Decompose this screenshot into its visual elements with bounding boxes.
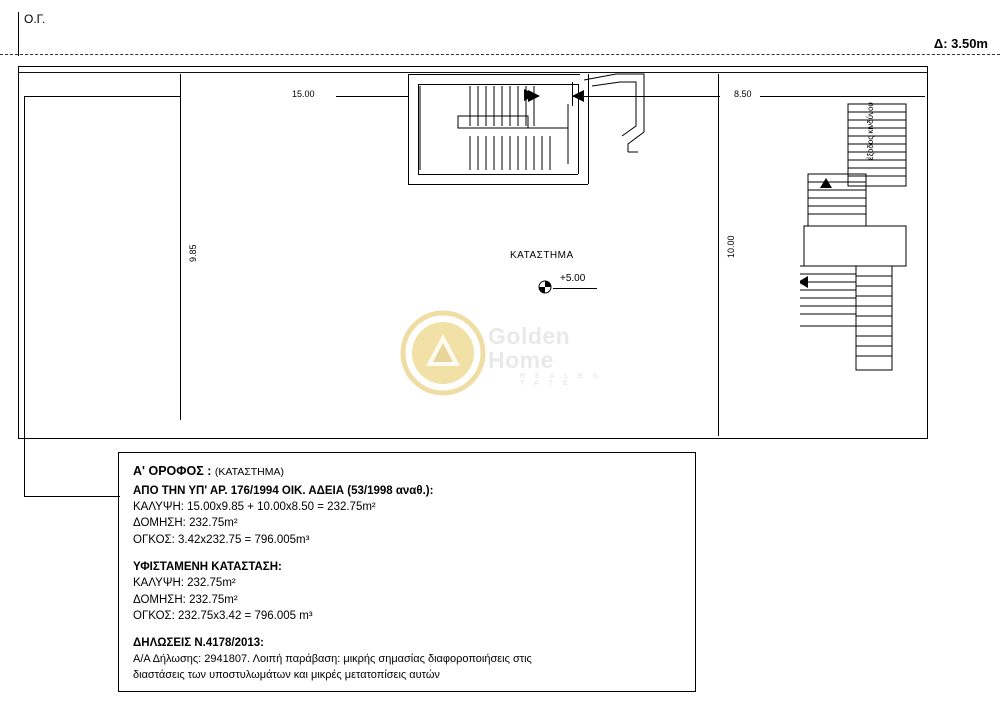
dimension-label-850: 8.50 xyxy=(734,89,752,99)
existing-heading: ΥΦΙΣΤΑΜΕΝΗ ΚΑΤΑΣΤΑΣΗ: xyxy=(133,561,282,574)
existing-line-1: ΚΑΛΥΨΗ: 232.75m² xyxy=(133,577,236,590)
permit-line-3: ΟΓΚΟΣ: 3.42x232.75 = 796.005m³ xyxy=(133,533,310,546)
dimension-line-top-left xyxy=(24,96,180,97)
dimension-tick-left xyxy=(180,74,181,420)
level-value: +5.00 xyxy=(560,273,586,284)
watermark-line2: Home xyxy=(488,347,554,374)
outline-inner-top xyxy=(18,72,928,73)
permit-line-2: ΔΟΜΗΣΗ: 232.75m² xyxy=(133,517,238,530)
declaration-line-1: Α/Α Δήλωσης: 2941807. Λοιπή παράβαση: μικρής σημασίας διαφοροποιήσεις στις xyxy=(133,652,532,665)
declaration-heading: ΔΗΛΩΣΕΙΣ Ν.4178/2013: xyxy=(133,637,265,650)
info-title-suffix: (ΚΑΤΑΣΤΗΜΑ) xyxy=(214,466,284,478)
og-tick-vertical xyxy=(18,12,19,56)
dimension-label-15: 15.00 xyxy=(292,89,315,99)
permit-heading: ΑΠΟ ΤΗΝ ΥΠ' ΑΡ. 176/1994 ΟΙΚ. ΑΔΕΙΑ (53/1998 αναθ.): xyxy=(133,484,434,497)
info-title: Α' ΟΡΟΦΟΣ : xyxy=(133,464,212,478)
permit-line-1: ΚΑΛΥΨΗ: 15.00x9.85 + 10.00x8.50 = 232.75m² xyxy=(133,501,376,514)
dimension-tick-right xyxy=(718,74,719,436)
dimension-bottom-left xyxy=(24,438,180,439)
corridor-hook-shape xyxy=(580,64,690,174)
og-label: Ο.Γ. xyxy=(24,12,46,26)
watermark-subtitle: R E A L E S T A T E xyxy=(520,373,602,387)
info-title-row xyxy=(133,463,681,481)
delta-height-label: Δ: 3.50m xyxy=(933,36,988,51)
core-outline-top xyxy=(408,74,580,75)
right-stairs-group xyxy=(800,100,930,410)
watermark-line1: Golden xyxy=(488,323,571,349)
dimension-label-985: 9.85 xyxy=(188,244,198,262)
declaration-line-2: διαστάσεις των υποστυλωμάτων και μικρές μετατοπίσεις αυτών xyxy=(133,668,440,681)
level-marker-icon xyxy=(538,280,552,294)
core-outline-left xyxy=(408,74,409,184)
dimension-label-1000: 10.00 xyxy=(726,235,736,258)
left-extension-bottom xyxy=(24,496,120,497)
shop-space-label: ΚΑΤΑΣΤΗΜΑ xyxy=(510,250,574,261)
existing-line-2: ΔΟΜΗΣΗ: 232.75m² xyxy=(133,593,238,606)
dimension-line-top-right-2 xyxy=(760,96,925,97)
existing-line-3: ΟΓΚΟΣ: 232.75x3.42 = 796.005 m³ xyxy=(133,610,313,623)
stair-direction-arrow-center xyxy=(520,86,550,106)
dimension-line-top-left-2 xyxy=(336,96,408,97)
top-dashed-boundary xyxy=(0,54,1000,55)
emergency-exit-label: έξοδος κινδύνου xyxy=(866,102,875,160)
left-extension-vertical xyxy=(24,96,25,496)
info-box xyxy=(118,452,696,692)
level-underline xyxy=(553,288,597,289)
